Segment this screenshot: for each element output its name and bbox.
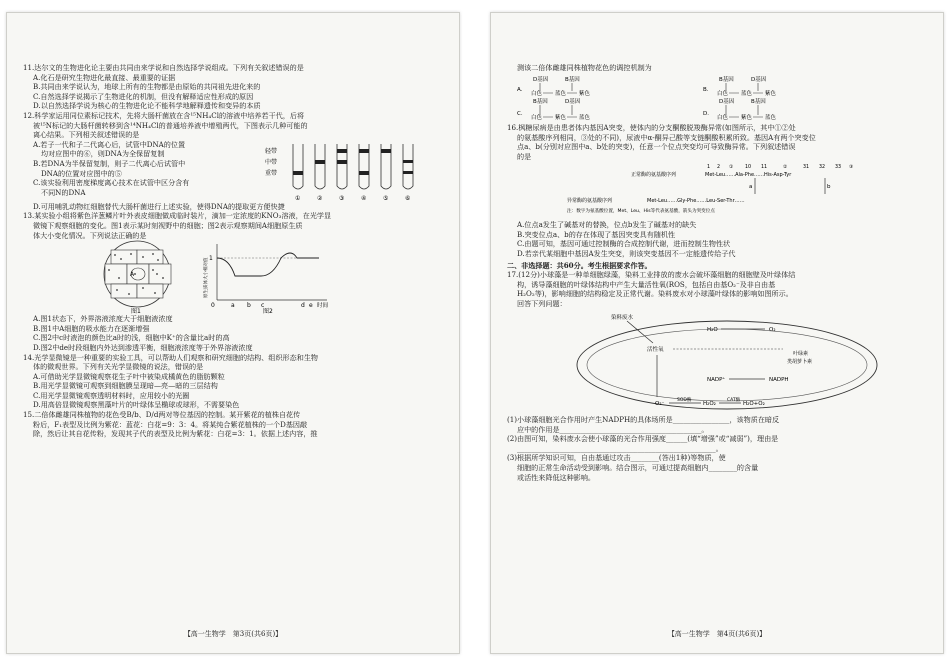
q11-option-a: A.化石是研究生物进化最直接、最重要的证据 bbox=[33, 72, 176, 82]
q16-option-a: A.位点a发生了碱基对的替换，位点b发生了碱基对的缺失 bbox=[517, 220, 697, 230]
q17-sub3-b: 细胞的正常生命活动受到影响。结合图示，可通过提高细胞内________的含量 bbox=[517, 463, 759, 473]
q14-option-b: B.用光学显微镜可观察到细胞膜呈现暗—亮—暗的三层结构 bbox=[33, 381, 218, 391]
ros-label: 活性氧 bbox=[647, 346, 664, 353]
pathway-c-gene-2: D基因 bbox=[565, 98, 581, 105]
q14-stem-1: 14.光学显微镜是一种重要的实验工具，可以帮助人们观察和研究细胞的结构、组织形态和生物 bbox=[23, 352, 319, 362]
q13-figures bbox=[23, 240, 447, 314]
pathway-b-letter: B. bbox=[703, 86, 709, 93]
tube-1 bbox=[293, 144, 303, 189]
page-3-content bbox=[23, 63, 447, 439]
pos-33: 33 bbox=[835, 164, 842, 170]
q17-sub2-b: ________________________________________________________。 bbox=[517, 443, 723, 453]
q12-stem-1: 12.科学家运用同位素标记技术，先将大肠杆菌放在含¹⁵NH₄Cl的溶液中培养若干代，后将 bbox=[23, 110, 305, 120]
q11-option-d: D.以自然选择学说为核心的生物进化论不能科学地解释遗传和变异的本质 bbox=[33, 101, 261, 111]
q13-option-a: A.图1状态下，外界溶液浓度大于细胞液浓度 bbox=[33, 314, 173, 324]
q13-option-d: D.图2中de时段细胞内外达到渗透平衡，细胞液浓度等于外界溶液浓度 bbox=[33, 342, 253, 352]
pathway-c-gene-1: B基因 bbox=[533, 98, 548, 105]
pathway-option-a bbox=[517, 75, 591, 97]
chlorophyll-label: 叶绿素 bbox=[793, 350, 809, 357]
h2o2-label: H₂O₂ bbox=[703, 400, 716, 407]
q16-stem-1: 16.枫糖尿病是由患者体内基因A突变，使体内的分支酮酸脱羧酶异常(如图所示，其中①②处 bbox=[507, 123, 796, 133]
fig1-cell-label: A bbox=[130, 271, 135, 279]
q16-sequence-figure bbox=[507, 162, 927, 218]
pathway-a-gene-1: D基因 bbox=[533, 76, 549, 83]
band-label-middle: 中带 bbox=[265, 158, 278, 166]
q15-stem-3: 除，然后让其自花传粉，发现其子代的表型及比例为紫花：白花=3：1。依据上述内容，推 bbox=[33, 429, 318, 439]
cat-label: CAT酶 bbox=[727, 397, 741, 403]
pathway-d-gene-1: D基因 bbox=[719, 98, 735, 105]
pos-10: 10 bbox=[745, 164, 752, 170]
q17-stem-3: H₂O₂等)，影响细胞的结构稳定及正常代谢。染料废水对小球藻叶绿体的影响如图所示。 bbox=[517, 289, 793, 299]
pos-11: 11 bbox=[761, 164, 768, 170]
q12-options-with-figure bbox=[23, 140, 447, 202]
q17-sub3-a: (3)根据所学知识可知，自由基通过攻击________(答出1种)等物质，使 bbox=[507, 453, 726, 463]
fig2-xlabel: 时间 bbox=[317, 303, 329, 310]
q16-option-d: D.若亲代某细胞中基因A发生突变，则该突变基因不一定能遗传给子代 bbox=[517, 248, 736, 258]
pathway-b-gene-1: B基因 bbox=[719, 76, 734, 83]
pathway-a-color-3: 紫色 bbox=[579, 90, 591, 97]
region-1: ① bbox=[729, 164, 734, 170]
tube-number-1: ① bbox=[295, 194, 301, 202]
nadph-label: NADPH bbox=[769, 376, 789, 383]
pathway-c-color-1: 白色 bbox=[531, 114, 543, 121]
pathway-b-color-1: 白色 bbox=[717, 90, 729, 97]
q17-sub3-c: 或活性来降低这种影响。 bbox=[517, 472, 596, 482]
q13-figure-2 bbox=[201, 240, 331, 314]
tube-number-4: ④ bbox=[361, 194, 367, 202]
section-2-heading: 二、非选择题：共60分。考生根据要求作答。 bbox=[507, 260, 652, 270]
superoxide-label: O₂⁻ bbox=[655, 400, 665, 407]
o2-label: O₂ bbox=[769, 326, 776, 333]
q12-option-d: D.可用哺乳动物红细胞替代大肠杆菌进行上述实验，使得DNA的提取更方便快捷 bbox=[33, 201, 285, 211]
q14-stem-2: 体的微观世界。下列有关光学显微镜的说法，错误的是 bbox=[33, 362, 204, 372]
q14-option-d: D.用高倍显微镜观察黑藻叶片的叶绿体呈椭球或球形，不需要染色 bbox=[33, 400, 240, 410]
fig2-ytick: 1 bbox=[209, 255, 213, 263]
pathway-a-letter: A. bbox=[517, 86, 523, 93]
pathway-d-color-2: 紫色 bbox=[741, 114, 753, 121]
pathway-c-letter: C. bbox=[517, 110, 523, 117]
q15-pathway-options bbox=[507, 73, 927, 121]
q14-option-a: A.可借助光学显微镜观察花生子叶中被染成橘黄色的脂肪颗粒 bbox=[33, 371, 225, 381]
pos-32: 32 bbox=[819, 164, 826, 170]
tube-number-2: ② bbox=[317, 194, 323, 202]
q17-sub1-b: 应中的作用是________________________________________。 bbox=[517, 424, 709, 434]
pathway-a-color-1: 白色 bbox=[531, 90, 543, 97]
mutant-seq-label: 异常酶的氨基酸序列 bbox=[567, 197, 613, 204]
q13-option-c: C.图2中c时液泡的颜色比a时的浅，细胞中K⁺的含量比a时的高 bbox=[33, 333, 230, 343]
q14-option-c: C.用光学显微镜观察透明材料时，应用较小的光圈 bbox=[33, 390, 190, 400]
q16-stem-3: 点a、b(分别对应图中a、b处的突变)，任意一个位点突变均可导致酶异常。下列叙述错误 bbox=[517, 142, 796, 152]
band-label-heavy: 重带 bbox=[265, 169, 278, 177]
pathway-a-color-2: 蓝色 bbox=[555, 90, 567, 97]
tube-5 bbox=[381, 144, 391, 189]
fig2-ylabel: 原生质体大小相对值 bbox=[204, 257, 209, 299]
tube-3 bbox=[337, 144, 347, 189]
fig2-xtick-a: a bbox=[231, 302, 235, 310]
q11-stem: 11.达尔文的生物进化论主要由共同由来学说和自然选择学说组成。下列有关叙述错误的是 bbox=[23, 63, 304, 72]
q12-option-b-1: B.若DNA为半保留复制，则子二代离心后试管中 bbox=[33, 158, 186, 168]
q11-option-c: C.自然选择学说揭示了生物进化的机制，但没有解释适应性形成的原因 bbox=[33, 91, 254, 101]
tube-2 bbox=[315, 144, 325, 189]
q15-continued-stem: 测该二倍体雌雄同株植物花色的调控机制为 bbox=[517, 63, 652, 72]
dye-wastewater: 染料废水 bbox=[611, 314, 634, 321]
exam-page-4 bbox=[490, 12, 944, 654]
q15-stem-2: 粉后，F₁表型及比例为紫花：蓝花：白花=9：3：4。将某纯合紫花植株的一个D基因敲 bbox=[33, 419, 308, 429]
q17-stem-4: 回答下列问题： bbox=[517, 298, 567, 308]
q16-option-b: B.突变位点a、b的存在体现了基因突变具有随机性 bbox=[517, 229, 676, 239]
q13-stem-3: 体大小变化情况。下列说法正确的是 bbox=[33, 230, 147, 240]
pathway-a-gene-2: B基因 bbox=[565, 76, 580, 83]
q16-figure-note: 注：数字为氨基酸位置，Met、Leu、His等代表氨基酸，箭头为突变位点 bbox=[567, 208, 715, 214]
q13-option-b: B.图1中A细胞的吸水能力在逐渐增强 bbox=[33, 323, 150, 333]
page-4-content bbox=[507, 63, 931, 482]
exam-page-3 bbox=[6, 12, 460, 654]
fig2-xtick-d: d bbox=[301, 302, 305, 310]
pathway-c-color-3: 蓝色 bbox=[579, 114, 591, 121]
sod-label: SOD酶 bbox=[677, 397, 692, 403]
fig2-caption: 图2 bbox=[263, 308, 273, 315]
mutant-seq: Met-Leu……Gly-Phe……Leu-Ser-Thr…… bbox=[647, 197, 745, 204]
mutation-mark-a: a bbox=[749, 183, 753, 190]
tube-number-6: ⑥ bbox=[405, 194, 411, 202]
position-numbers bbox=[707, 164, 853, 170]
pos-31: 31 bbox=[803, 164, 810, 170]
h2o-label: H₂O bbox=[707, 326, 718, 333]
pathway-c-color-2: 紫色 bbox=[555, 114, 567, 121]
q16-stem-4: 的是 bbox=[517, 151, 532, 161]
q12-option-c-2: 不同N的DNA bbox=[41, 187, 86, 197]
band-label-light: 轻带 bbox=[265, 147, 278, 155]
fig2-xtick-c: c bbox=[261, 302, 265, 310]
q17-sub2-a: (2)由图可知，染料废水会使小球藻的光合作用强度______(填“增强”或“减弱”)，理由是 bbox=[507, 434, 779, 444]
q12-option-a-1: A.若子一代和子二代离心后，试管中DNA的位置 bbox=[33, 139, 186, 149]
page-3-footer: 【高一生物学 第3页(共6页)】 bbox=[183, 630, 283, 638]
pathway-d-letter: D. bbox=[703, 110, 709, 117]
pathway-b-color-3: 紫色 bbox=[765, 90, 777, 97]
pathway-d-color-3: 蓝色 bbox=[765, 114, 777, 121]
page-4-footer: 【高一生物学 第4页(共6页)】 bbox=[667, 630, 767, 638]
carotenoid-label: 类胡萝卜素 bbox=[787, 358, 813, 365]
q16-option-c: C.由题可知，基因可通过控制酶的合成控制代谢，进而控制生物性状 bbox=[517, 239, 731, 249]
q13-figure-1 bbox=[91, 240, 183, 314]
fig1-caption: 图1 bbox=[131, 308, 141, 315]
fig2-origin: 0 bbox=[211, 302, 215, 310]
q16-stem-2: 的氨基酸序列相同，③处的不同)，尿液中α-酮异己酸等支链酮酸积累所致。基因A有两个突变位 bbox=[517, 132, 816, 142]
pathway-d-gene-2: B基因 bbox=[751, 98, 766, 105]
tube-6 bbox=[403, 144, 413, 189]
q12-option-b-2: DNA的位置对应图中的⑤ bbox=[41, 168, 122, 178]
q12-stem-3: 离心结果。下列相关叙述错误的是 bbox=[33, 130, 140, 140]
q12-stem-2: 被¹⁵N标记的大肠杆菌转移到含¹⁴NH₄Cl的普通培养液中增殖两代，下图表示几种可能的 bbox=[33, 120, 308, 130]
q12-tubes-figure bbox=[261, 140, 431, 202]
pos-2: 2 bbox=[717, 164, 721, 170]
pathway-option-b bbox=[703, 75, 777, 97]
q12-option-a-2: 均对应图中的⑥，则DNA为全保留复制 bbox=[41, 149, 165, 159]
q17-stem-2: 构，诱导藻细胞的叶绿体结构中产生大量活性氧(ROS，包括自由基O₂⁻及非自由基 bbox=[517, 279, 776, 289]
q13-stem-1: 13.某实验小组将紫色洋葱鳞片叶外表皮细胞做成临时装片，滴加一定浓度的KNO₃溶液，在光学显 bbox=[23, 211, 332, 221]
normal-seq-label: 正常酶的氨基酸序列 bbox=[631, 171, 677, 178]
q17-sub1-a: (1)小球藻细胞光合作用时产生NADPH的具体场所是________________，该物质在暗反 bbox=[507, 415, 780, 425]
normal-seq: Met-Leu……Ala-Phe……His-Asp-Tyr bbox=[705, 171, 792, 178]
pathway-option-d bbox=[703, 97, 777, 121]
fig2-xtick-b: b bbox=[247, 302, 251, 310]
q15-stem-1: 15.二倍体雌雄同株植物的花色受B/b、D/d两对等位基因的控制。某开紫花的植株自花传 bbox=[23, 410, 301, 420]
q17-stem-1: 17.(12分)小球藻是一种单细胞绿藻，染料工业排放的废水会破坏藻细胞的细胞壁及叶绿体结 bbox=[507, 270, 796, 280]
tube-number-3: ③ bbox=[339, 194, 345, 202]
region-2: ② bbox=[783, 164, 788, 170]
q13-stem-2: 微镜下观察细胞的变化。图1表示某时刻视野中的细胞；图2表示观察期间A细胞原生质 bbox=[33, 220, 303, 230]
tube-number-5: ⑤ bbox=[383, 194, 389, 202]
q12-options bbox=[23, 140, 261, 202]
tube-4 bbox=[359, 144, 369, 189]
pathway-b-color-2: 蓝色 bbox=[741, 90, 753, 97]
water-oxygen-label: H₂O+O₂ bbox=[743, 400, 765, 407]
pathway-b-gene-2: D基因 bbox=[751, 76, 767, 83]
region-3: ③ bbox=[849, 164, 854, 170]
pathway-option-c bbox=[517, 97, 591, 121]
pathway-d-color-1: 白色 bbox=[717, 114, 729, 121]
nadp-label: NADP⁺ bbox=[707, 376, 726, 383]
pos-1: 1 bbox=[707, 164, 711, 170]
q11-option-b: B.共同由来学说认为，地球上所有的生物都是由原始的共同祖先进化来的 bbox=[33, 82, 261, 92]
fig2-xtick-e: e bbox=[309, 302, 313, 310]
q17-chloroplast-diagram bbox=[507, 309, 927, 413]
q12-option-c-1: C.该实验利用密度梯度离心技术在试管中区分含有 bbox=[33, 178, 190, 188]
mutation-mark-b: b bbox=[827, 183, 831, 190]
